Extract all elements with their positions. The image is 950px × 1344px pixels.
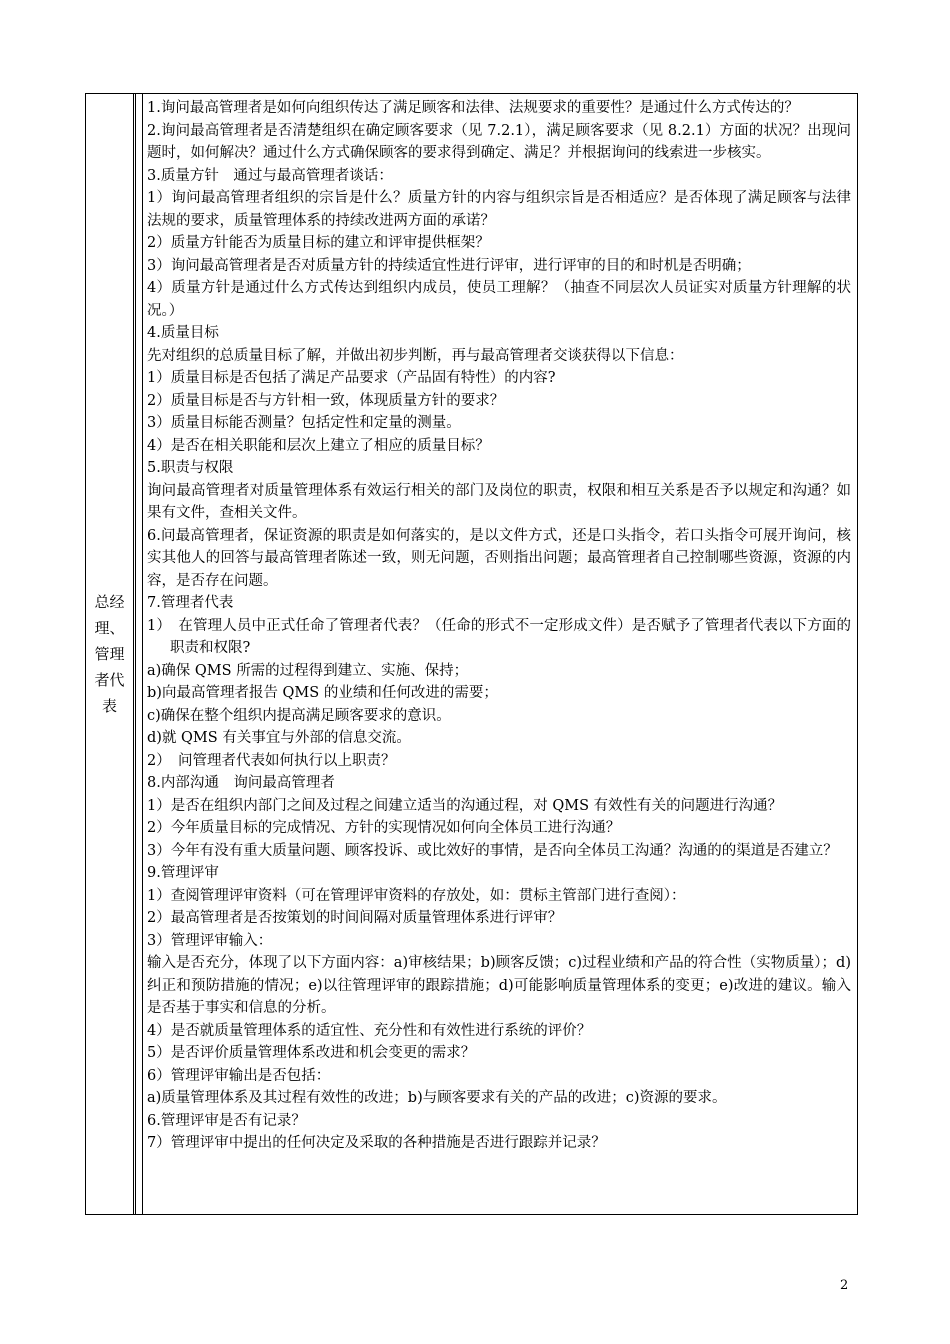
checklist-line: 3）管理评审输入： [147, 932, 273, 949]
role-label: 总经理、管理者代表 [94, 593, 125, 715]
checklist-line: c)确保在整个组织内提高满足顾客要求的意识。 [147, 707, 451, 724]
checklist-line: a)确保 QMS 所需的过程得到建立、实施、保持； [147, 662, 469, 679]
checklist-line: 4.质量目标 [147, 325, 219, 341]
role-cell [86, 94, 136, 1214]
checklist-line: d)就 QMS 有关事宜与外部的信息交流。 [147, 730, 411, 746]
checklist-line: 4）质量方针是通过什么方式传达到组织内成员，使员工理解？（抽查不同层次人员证实对质量方针理解的状况。） [147, 280, 851, 319]
checklist-line: 1） 在管理人员中正式任命了管理者代表？（任命的形式不一定形成文件）是否赋予了管理者代表以下方面的职责和权限? [147, 617, 851, 656]
checklist-line: 4）是否就质量管理体系的适宜性、充分性和有效性进行系统的评价？ [147, 1022, 592, 1039]
checklist-line: a)质量管理体系及其过程有效性的改进；b)与顾客要求有关的产品的改进；c)资源的要求。 [147, 1090, 727, 1106]
checklist-line: 2.询问最高管理者是否清楚组织在确定顾客要求（见 7.2.1），满足顾客要求（见 8.2.1）方面的状况？出现问题时，如何解决？通过什么方式确保顾客的要求得到确定、满足？并根据询问的线索进一步核实。 [147, 122, 851, 161]
checklist-line: 1）查阅管理评审资料（可在管理评审资料的存放处，如：贯标主管部门进行查阅）： [147, 887, 686, 904]
checklist-line: 7.管理者代表 [147, 595, 234, 611]
checklist-line: 7）管理评审中提出的任何决定及采取的各种措施是否进行跟踪并记录？ [147, 1135, 606, 1151]
checklist-line: 2）质量目标是否与方针相一致，体现质量方针的要求？ [147, 392, 505, 409]
checklist-line: 1）质量目标是否包括了满足产品要求（产品固有特性）的内容? [147, 370, 556, 386]
page-number: 2 [840, 1278, 849, 1293]
checklist-line: 4）是否在相关职能和层次上建立了相应的质量目标？ [147, 437, 490, 454]
checklist-line: 询问最高管理者对质量管理体系有效运行相关的部门及岗位的职责，权限和相互关系是否予以规定和沟通？如果有文件，查相关文件。 [147, 482, 851, 521]
checklist-line: b)向最高管理者报告 QMS 的业绩和任何改进的需要； [147, 685, 498, 701]
checklist-line: 1）询问最高管理者组织的宗旨是什么？质量方针的内容与组织宗旨是否相适应？是否体现了满足顾客与法律法规的要求，质量管理体系的持续改进两方面的承诺？ [147, 190, 851, 229]
checklist-line: 1）是否在组织内部门之间及过程之间建立适当的沟通过程，对 QMS 有效性有关的问题进行沟通？ [147, 797, 783, 814]
checklist-line: 5.职责与权限 [147, 460, 234, 476]
checklist-line: 3）质量目标能否测量？包括定性和定量的测量。 [147, 415, 461, 431]
checklist-line: 2）今年质量目标的完成情况、方针的实现情况如何向全体员工进行沟通？ [147, 820, 621, 836]
checklist-line: 5）是否评价质量管理体系改进和机会变更的需求？ [147, 1045, 476, 1061]
checklist-line: 6）管理评审输出是否包括： [147, 1067, 331, 1084]
checklist-line: 输入是否充分，体现了以下方面内容：a)审核结果；b)顾客反馈；c)过程业绩和产品的符合性（实物质量）；d)纠正和预防措施的情况；e)以往管理评审的跟踪措施；d)可能影响质量管理体系的变更；e)改进的建议。输入是否基于事实和信息的分析。 [147, 955, 851, 1016]
checklist-line: 3）询问最高管理者是否对质量方针的持续适宜性进行评审，进行评审的目的和时机是否明确； [147, 257, 751, 274]
checklist-line: 先对组织的总质量目标了解，并做出初步判断，再与最高管理者交谈获得以下信息： [147, 347, 684, 364]
checklist-line: 2） 问管理者代表如何执行以上职责？ [147, 752, 396, 769]
checklist-line: 2）最高管理者是否按策划的时间间隔对质量管理体系进行评审？ [147, 910, 563, 926]
checklist-line: 3.质量方针 通过与最高管理者谈话： [147, 167, 393, 184]
checklist-line: 3）今年有没有重大质量问题、顾客投诉、或比效好的事情，是否向全体员工沟通？沟通的的渠道是否建立？ [147, 842, 838, 859]
checklist-line: 1.询问最高管理者是如何向组织传达了满足顾客和法律、法规要求的重要性？是通过什么方式传达的？ [147, 100, 799, 116]
checklist-line: 9.管理评审 [147, 865, 219, 881]
audit-checklist-table [85, 93, 858, 1215]
checklist-line: 6.管理评审是否有记录？ [147, 1112, 306, 1129]
checklist-line: 8.内部沟通 询问最高管理者 [147, 775, 335, 791]
checklist-line: 6.问最高管理者，保证资源的职责是如何落实的，是以文件方式，还是口头指令，若口头指令可展开询问，核实其他人的回答与最高管理者陈述一致，则无问题，否则指出问题；最高管理者自己控制哪些资源，资源的内容，是否存在问题。 [147, 527, 851, 589]
checklist-content-cell [142, 94, 857, 1214]
checklist-line: 2）质量方针能否为质量目标的建立和评审提供框架？ [147, 235, 490, 251]
